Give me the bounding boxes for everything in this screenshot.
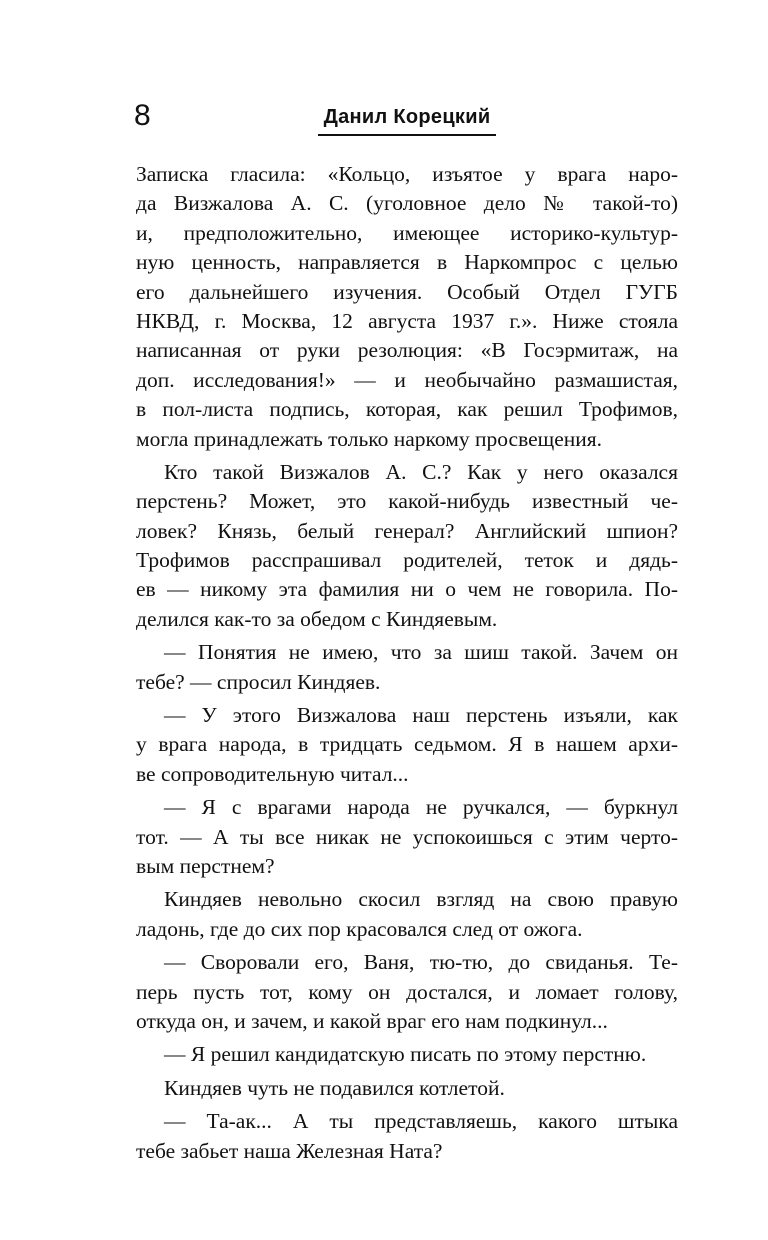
text-line: Записка гласила: «Кольцо, изъятое у врага наро- xyxy=(136,162,678,186)
text-line: и, предположительно, имеющее историко-культур- xyxy=(136,220,678,245)
text-line: — Я с врагами народа не ручкался, — буркнул xyxy=(164,795,678,820)
paragraph xyxy=(136,1040,678,1069)
text-line: перстень? Может, это какой-нибудь известный че- xyxy=(136,489,678,514)
text-line: тот. — А ты все никак не успокоишься с этим черто- xyxy=(136,824,678,849)
text-line: вым перстнем? xyxy=(136,853,275,878)
paragraph xyxy=(136,948,678,1036)
paragraph xyxy=(136,638,678,697)
text-line: ловек? Князь, белый генерал? Английский шпион? xyxy=(136,518,678,543)
text-line: тебе? — спросил Киндяев. xyxy=(136,669,381,694)
text-line: ве сопроводительную читал... xyxy=(136,761,409,786)
paragraph xyxy=(136,458,678,634)
text-line: — Своровали его, Ваня, тю-тю, до свиданья. Те- xyxy=(164,950,678,975)
text-line: НКВД, г. Москва, 12 августа 1937 г.». Ниже стояла xyxy=(136,308,678,333)
text-line: — Та-ак... А ты представляешь, какого штыка xyxy=(164,1109,678,1134)
text-line: его дальнейшего изучения. Особый Отдел ГУГБ xyxy=(136,279,678,304)
text-line: у врага народа, в тридцать седьмом. Я в нашем архи- xyxy=(136,732,678,757)
text-line: откуда он, и зачем, и какой враг его нам подкинул... xyxy=(136,1008,608,1033)
text-line: доп. исследования!» — и необычайно размашистая, xyxy=(136,367,678,392)
running-head-author: Данил Корецкий xyxy=(318,104,496,136)
text-line: ную ценность, направляется в Наркомпрос с целью xyxy=(136,250,678,275)
text-line: ев — никому эта фамилия ни о чем не говорила. По- xyxy=(136,577,678,602)
paragraph xyxy=(136,701,678,789)
text-line: — У этого Визжалова наш перстень изъяли, как xyxy=(164,703,678,728)
page-number: 8 xyxy=(134,99,151,132)
text-line: перь пусть тот, кому он достался, и ломает голову, xyxy=(136,979,678,1004)
text-line: написанная от руки резолюция: «В Госэрмитаж, на xyxy=(136,338,678,363)
paragraph xyxy=(136,793,678,881)
text-line: ладонь, где до сих пор красовался след от ожога. xyxy=(136,916,583,941)
paragraph xyxy=(136,1074,678,1103)
text-line: делился как-то за обедом с Киндяевым. xyxy=(136,606,498,631)
text-line: Киндяев невольно скосил взгляд на свою правую xyxy=(164,887,678,912)
text-line: Кто такой Визжалов А. С.? Как у него оказался xyxy=(164,459,678,484)
text-line: — Я решил кандидатскую писать по этому перстню. xyxy=(164,1042,647,1067)
text-line: могла принадлежать только наркому просвещения. xyxy=(136,426,603,451)
paragraph xyxy=(136,1107,678,1166)
paragraph xyxy=(136,885,678,944)
body-text xyxy=(136,160,678,1166)
text-line: тебе забьет наша Железная Ната? xyxy=(136,1138,443,1163)
text-line: Трофимов расспрашивал родителей, теток и дядь- xyxy=(136,548,678,573)
text-line: Киндяев чуть не подавился котлетой. xyxy=(164,1075,505,1100)
text-line: — Понятия не имею, что за шиш такой. Зачем он xyxy=(164,640,678,665)
text-line: в пол-листа подпись, которая, как решил Трофимов, xyxy=(136,397,678,422)
paragraph xyxy=(136,160,678,454)
text-line: да Визжалова А. С. (уголовное дело № такой-то) xyxy=(136,191,678,216)
